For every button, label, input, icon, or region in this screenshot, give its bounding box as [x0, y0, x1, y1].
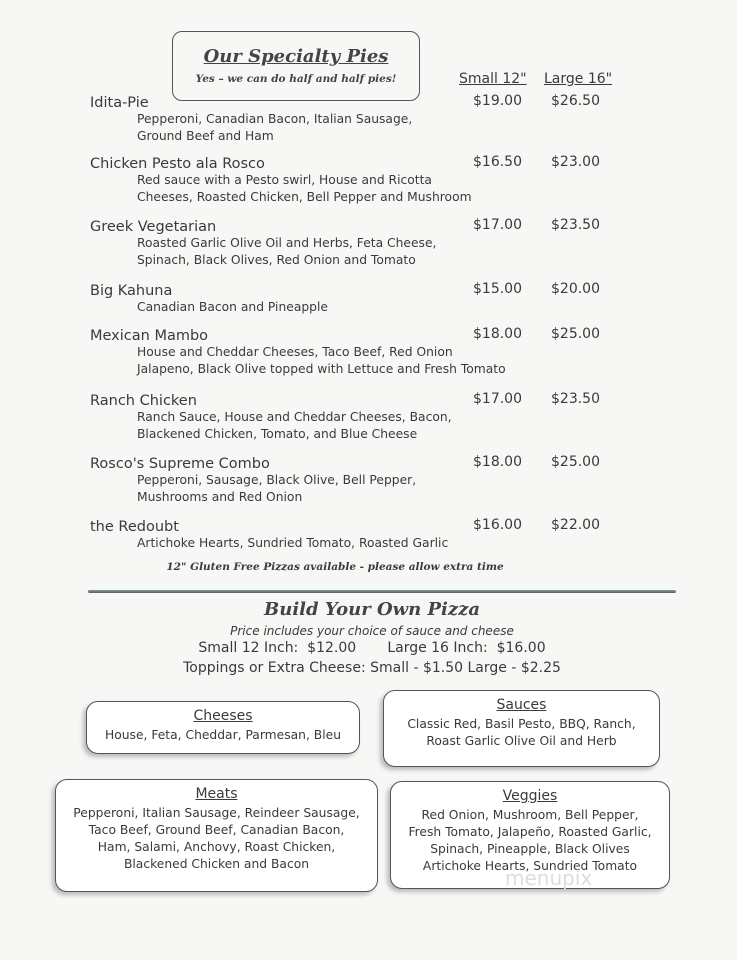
- veggies-line: Spinach, Pineapple, Black Olives: [430, 842, 630, 856]
- pie-description: Red sauce with a Pesto swirl, House and Ricotta: [137, 173, 432, 187]
- pie-description: Pepperoni, Sausage, Black Olive, Bell Pepper,: [137, 473, 417, 487]
- price-large: $23.00: [551, 154, 600, 170]
- byo-sizes: Small 12 Inch: $12.00 Large 16 Inch: $16.00: [198, 640, 546, 656]
- price-small: $18.00: [473, 326, 522, 342]
- section-title: Our Specialty Pies: [203, 46, 389, 67]
- pie-description: Pepperoni, Canadian Bacon, Italian Sausage,: [137, 112, 413, 126]
- price-large: $26.50: [551, 93, 600, 109]
- meats-line: Blackened Chicken and Bacon: [123, 857, 310, 871]
- meats-line: Pepperoni, Italian Sausage, Reindeer Sausage,: [73, 806, 360, 820]
- price-large: $23.50: [551, 217, 600, 233]
- byo-note: Price includes your choice of sauce and cheese: [230, 624, 514, 638]
- price-small: $19.00: [473, 93, 522, 109]
- veggies-line: Artichoke Hearts, Sundried Tomato: [422, 859, 638, 873]
- sauces-title: Sauces: [496, 697, 547, 713]
- pie-description: Mushrooms and Red Onion: [137, 490, 303, 504]
- meats-title: Meats: [195, 786, 238, 802]
- pie-name: Greek Vegetarian: [90, 219, 217, 235]
- price-small: $15.00: [473, 281, 522, 297]
- price-large: $25.00: [551, 326, 600, 342]
- price-small: $17.00: [473, 391, 522, 407]
- price-small: $16.00: [473, 517, 522, 533]
- pie-description: Spinach, Black Olives, Red Onion and Tomato: [137, 253, 416, 267]
- byo-toppings: Toppings or Extra Cheese: Small - $1.50 Large - $2.25: [183, 660, 561, 676]
- pie-description: Blackened Chicken, Tomato, and Blue Cheese: [137, 427, 418, 441]
- byo-title: Build Your Own Pizza: [264, 599, 480, 620]
- veggies-line: Fresh Tomato, Jalapeño, Roasted Garlic,: [408, 825, 652, 839]
- price-large: $23.50: [551, 391, 600, 407]
- watermark: menupix: [505, 866, 593, 890]
- pie-description: Jalapeno, Black Olive topped with Lettuce and Fresh Tomato: [137, 362, 506, 376]
- veggies-line: Red Onion, Mushroom, Bell Pepper,: [421, 808, 639, 822]
- pie-name: Ranch Chicken: [90, 393, 197, 409]
- section-subtitle: Yes – we can do half and half pies!: [195, 73, 397, 85]
- pie-description: Cheeses, Roasted Chicken, Bell Pepper and Mushroom: [137, 190, 472, 204]
- veggies-title: Veggies: [502, 788, 558, 804]
- pie-name: Big Kahuna: [90, 283, 173, 299]
- pie-description: Artichoke Hearts, Sundried Tomato, Roasted Garlic: [137, 536, 449, 550]
- sauces-line: Roast Garlic Olive Oil and Herb: [426, 734, 617, 748]
- pie-name: the Redoubt: [90, 519, 179, 535]
- price-small: $17.00: [473, 217, 522, 233]
- column-small: Small 12": [459, 71, 527, 87]
- cheeses-box: [86, 701, 360, 754]
- pie-name: Mexican Mambo: [90, 328, 209, 344]
- pie-description: Roasted Garlic Olive Oil and Herbs, Feta Cheese,: [137, 236, 437, 250]
- meats-box: [55, 779, 378, 892]
- pie-description: Canadian Bacon and Pineapple: [137, 300, 328, 314]
- sauces-line: Classic Red, Basil Pesto, BBQ, Ranch,: [407, 717, 636, 731]
- price-large: $22.00: [551, 517, 600, 533]
- column-large: Large 16": [544, 71, 613, 87]
- meats-line: Ham, Salami, Anchovy, Roast Chicken,: [97, 840, 336, 854]
- pie-description: Ranch Sauce, House and Cheddar Cheeses, Bacon,: [137, 410, 452, 424]
- specialty-title-box: [172, 31, 420, 101]
- pie-name: Rosco's Supreme Combo: [90, 456, 270, 472]
- meats-line: Taco Beef, Ground Beef, Canadian Bacon,: [88, 823, 345, 837]
- gluten-note: 12" Gluten Free Pizzas available - please allow extra time: [166, 561, 504, 573]
- sauces-box: [383, 690, 660, 767]
- price-large: $20.00: [551, 281, 600, 297]
- divider: [88, 590, 676, 593]
- price-small: $18.00: [473, 454, 522, 470]
- price-large: $25.00: [551, 454, 600, 470]
- pie-description: Ground Beef and Ham: [137, 129, 274, 143]
- pie-name: Idita-Pie: [90, 95, 149, 111]
- cheeses-line: House, Feta, Cheddar, Parmesan, Bleu: [104, 728, 341, 742]
- pie-name: Chicken Pesto ala Rosco: [90, 156, 265, 172]
- price-small: $16.50: [473, 154, 522, 170]
- pie-description: House and Cheddar Cheeses, Taco Beef, Red Onion: [137, 345, 453, 359]
- cheeses-title: Cheeses: [193, 708, 253, 724]
